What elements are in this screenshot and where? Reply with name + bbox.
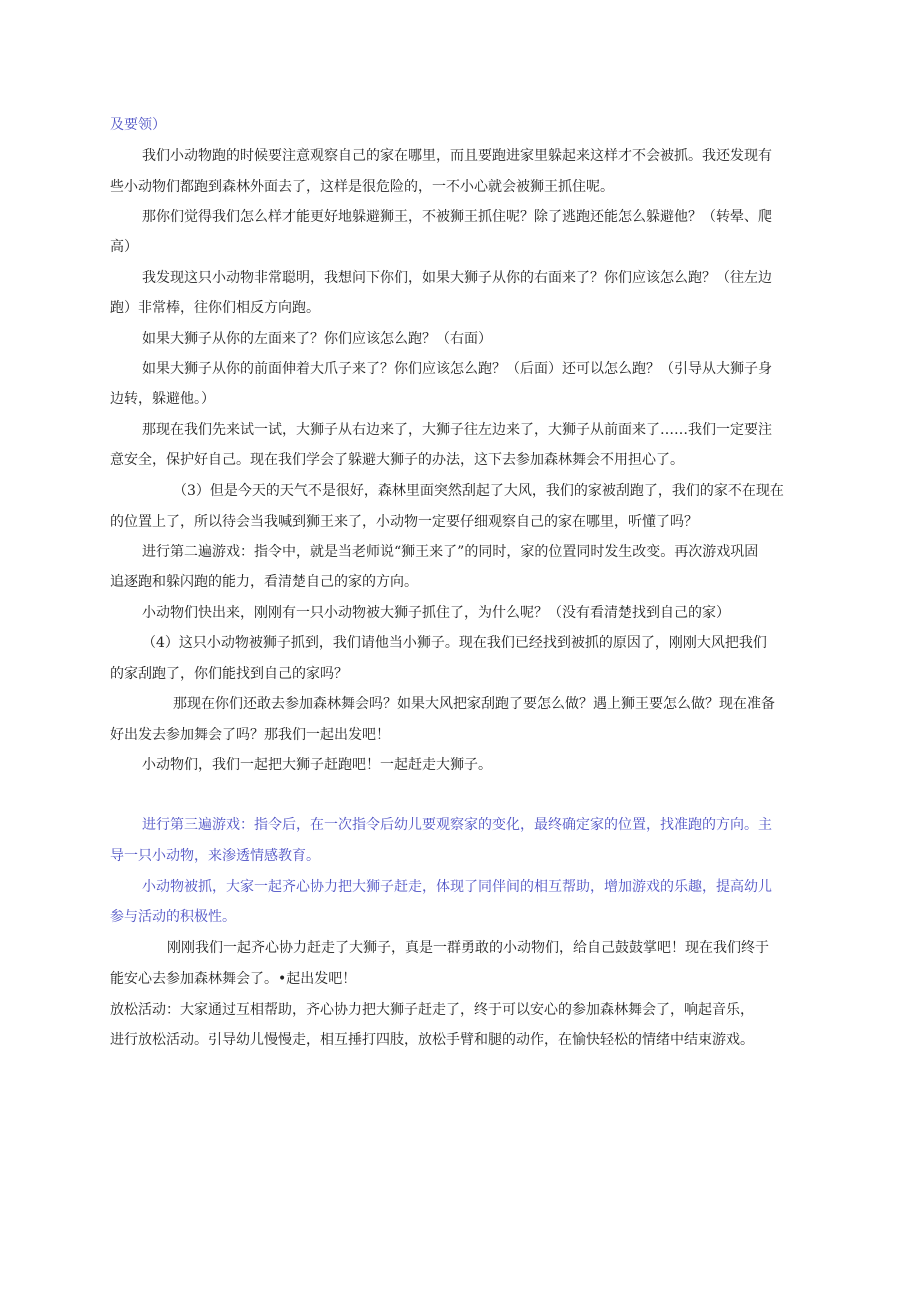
text-line: 进行放松活动。引导幼儿慢慢走，相互捶打四肢，放松手臂和腿的动作，在愉快轻松的情绪中结束游戏。: [110, 1032, 754, 1048]
text-line: 进行第二遍游戏：指令中，就是当老师说“狮王来了”的同时，家的位置同时发生改变。再次游戏巩固: [142, 544, 759, 560]
text-line: 跑）非常棒，往你们相反方向跑。: [110, 300, 320, 316]
text-line: 那现在你们还敢去参加森林舞会吗？如果大风把家刮跑了要怎么做？遇上狮王要怎么做？现在准备: [173, 696, 775, 712]
text-line: 小动物们，我们一起把大狮子赶跑吧！一起赶走大狮子。: [142, 757, 492, 773]
text-line: 高）: [110, 239, 138, 255]
text-line: 那现在我们先来试一试，大狮子从右边来了，大狮子往左边来了，大狮子从前面来了……我们一定要注: [142, 422, 772, 438]
text-line: 意安全，保护好自己。现在我们学会了躲避大狮子的办法，这下去参加森林舞会不用担心了。: [110, 452, 684, 468]
text-line: 小动物们快出来，刚刚有一只小动物被大狮子抓住了，为什么呢？（没有看清楚找到自己的家）: [142, 605, 730, 621]
text-line: 如果大狮子从你的前面伸着大爪子来了？你们应该怎么跑？（后面）还可以怎么跑？（引导从大狮子身: [142, 361, 772, 377]
text-line: 我发现这只小动物非常聪明，我想问下你们，如果大狮子从你的右面来了？你们应该怎么跑？（往左边: [142, 270, 772, 286]
text-line: 的位置上了，所以待会当我喊到狮王来了，小动物一定要仔细观察自己的家在哪里，听懂了吗？: [110, 514, 698, 530]
text-line: 边转，躲避他。）: [110, 391, 215, 407]
text-line: （4）这只小动物被狮子抓到，我们请他当小狮子。现在我们已经找到被抓的原因了，刚刚大风把我们: [142, 635, 767, 651]
text-line: 导一只小动物，来渗透情感教育。: [110, 848, 320, 864]
text-line: 放松活动：大家通过互相帮助，齐心协力把大狮子赶走了，终于可以安心的参加森林舞会了，响起音乐，: [110, 1002, 754, 1018]
text-line: 那你们觉得我们怎么样才能更好地躲避狮王，不被狮王抓住呢？除了逃跑还能怎么躲避他？（转晕、爬: [142, 209, 772, 225]
text-line: 些小动物们都跑到森林外面去了，这样是很危险的，一不小心就会被狮王抓住呢。: [110, 179, 614, 195]
text-line: 参与活动的积极性。: [110, 909, 236, 925]
text-line: 及要领）: [110, 117, 166, 133]
text-line: 的家刮跑了，你们能找到自己的家吗？: [110, 666, 348, 682]
text-line: 如果大狮子从你的左面来了？你们应该怎么跑？（右面）: [142, 331, 492, 347]
text-line: 好出发去参加舞会了吗？那我们一起出发吧！: [110, 727, 390, 743]
text-line: 小动物被抓，大家一起齐心协力把大狮子赶走，体现了同伴间的相互帮助，增加游戏的乐趣，提高幼儿: [142, 879, 772, 895]
text-line: （3）但是今天的天气不是很好，森林里面突然刮起了大风，我们的家被刮跑了，我们的家不在现在: [173, 483, 784, 499]
text-line: 我们小动物跑的时候要注意观察自己的家在哪里，而且要跑进家里躲起来这样才不会被抓。我还发现有: [142, 148, 772, 164]
text-line: 能安心去参加森林舞会了。•起出发吧！: [110, 971, 357, 987]
text-line: 刚刚我们一起齐心协力赶走了大狮子，真是一群勇敢的小动物们，给自己鼓鼓掌吧！现在我们终于: [167, 940, 769, 956]
text-line: 追逐跑和躲闪跑的能力，看清楚自己的家的方向。: [110, 574, 418, 590]
text-line: 进行第三遍游戏：指令后，在一次指令后幼儿要观察家的变化，最终确定家的位置，找准跑的方向。主: [142, 817, 772, 833]
